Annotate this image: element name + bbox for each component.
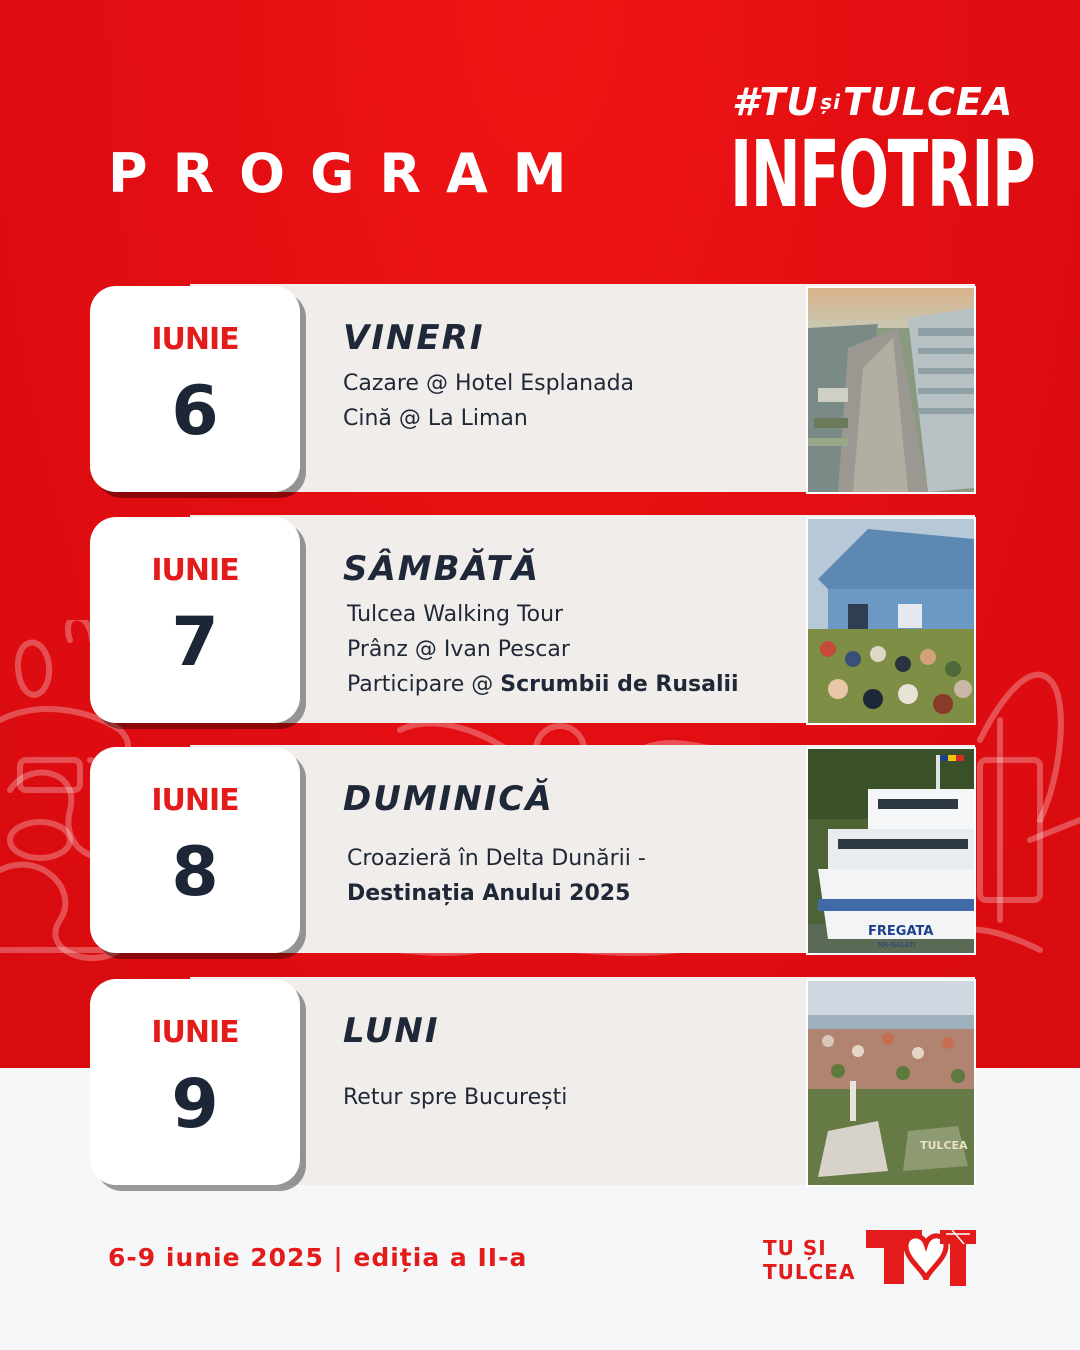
- day-number: 7: [171, 603, 219, 682]
- tulcea-sign: TULCEA: [920, 1139, 968, 1152]
- participation-prefix: Participare @: [347, 672, 501, 697]
- festival-photo: [806, 517, 976, 725]
- month-label: IUNIE: [151, 783, 239, 818]
- boat-port: NR-GALATI: [878, 941, 916, 949]
- edition-dates: 6-9 iunie 2025 | ediția a II-a: [108, 1243, 528, 1272]
- logo-line-2: TULCEA: [763, 1260, 856, 1284]
- weekday-title: DUMINICĂ: [343, 779, 554, 819]
- city-aerial-photo: [806, 979, 976, 1187]
- date-badge: [90, 517, 300, 723]
- day-activities: [343, 1080, 813, 1115]
- participation-event: Scrumbii de Rusalii: [500, 672, 739, 697]
- activity-line: Tulcea Walking Tour: [347, 602, 564, 627]
- day-number: 8: [171, 833, 219, 912]
- hashtag-si: și: [820, 90, 841, 114]
- activity-line: [347, 876, 827, 911]
- page-title: PROGRAM: [108, 142, 592, 205]
- weekday-title: VINERI: [343, 318, 485, 358]
- tulcea-heart-t-logo-icon: [866, 1226, 976, 1288]
- day-card-sambata: [90, 515, 975, 723]
- day-number: 6: [171, 372, 219, 451]
- hashtag-tu: #TU: [732, 80, 819, 124]
- day-card-luni: [90, 977, 975, 1185]
- destination-highlight: Destinația Anului 2025: [347, 881, 631, 906]
- activity-line: Retur spre București: [343, 1085, 568, 1110]
- day-activities: [343, 366, 813, 436]
- month-label: IUNIE: [151, 1015, 239, 1050]
- cruise-boat-photo: [806, 747, 976, 955]
- activity-line: [347, 667, 827, 702]
- date-badge: [90, 286, 300, 492]
- date-badge: [90, 979, 300, 1185]
- activity-line: Prânz @ Ivan Pescar: [347, 637, 570, 662]
- day-activities: [347, 597, 827, 702]
- activity-line: Cazare @ Hotel Esplanada: [343, 371, 635, 396]
- day-number: 9: [171, 1065, 219, 1144]
- month-label: IUNIE: [151, 553, 239, 588]
- hashtag-tu-si-tulcea: [732, 80, 1014, 124]
- day-card-duminica: [90, 745, 975, 953]
- boat-name: FREGATA: [868, 924, 934, 939]
- infotrip-logo-text: INFOTRIP: [730, 121, 1035, 228]
- hashtag-tulcea: TULCEA: [842, 80, 1014, 124]
- day-card-vineri: [90, 284, 975, 492]
- waterfront-photo: [806, 286, 976, 494]
- day-activities: [347, 841, 827, 911]
- activity-line: Cină @ La Liman: [343, 406, 528, 431]
- logo-line-1: TU ȘI: [763, 1236, 827, 1260]
- weekday-title: LUNI: [343, 1011, 440, 1051]
- date-badge: [90, 747, 300, 953]
- weekday-title: SÂMBĂTĂ: [343, 549, 541, 589]
- month-label: IUNIE: [151, 322, 239, 357]
- footer-logo-wordmark: [763, 1236, 855, 1284]
- activity-line: Croazieră în Delta Dunării -: [347, 846, 646, 871]
